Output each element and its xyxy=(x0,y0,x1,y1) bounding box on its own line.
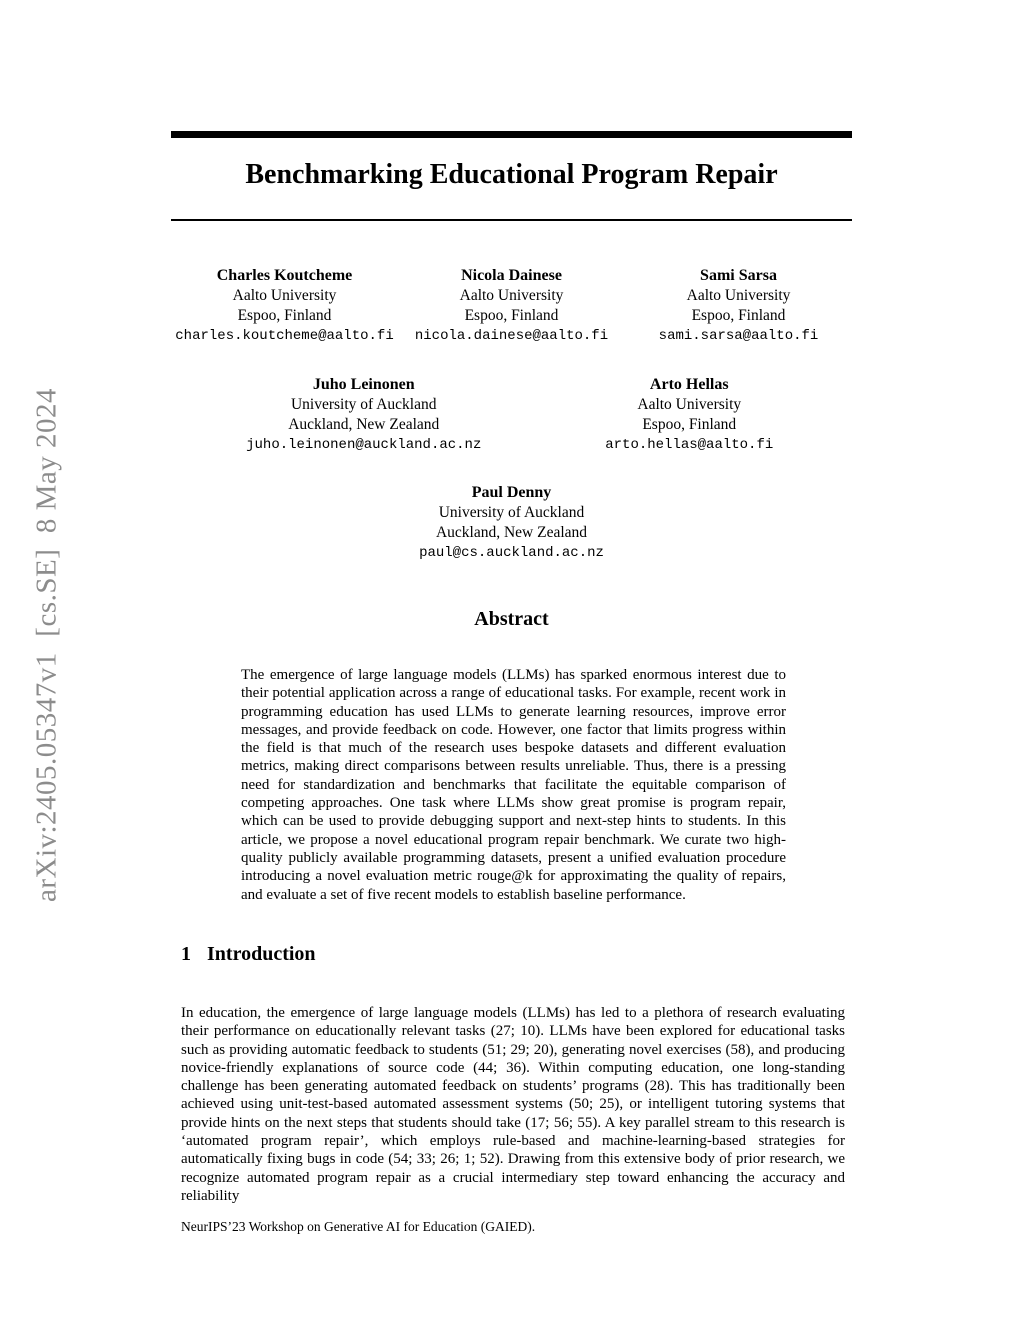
author-location: Auckland, New Zealand xyxy=(435,524,588,541)
abstract-heading: Abstract xyxy=(474,608,549,630)
arxiv-stamp: arXiv:2405.05347v1 [cs.SE] 8 May 2024 xyxy=(30,387,63,903)
author-location: Auckland, New Zealand xyxy=(288,416,440,433)
author-name: Arto Hellas xyxy=(649,376,729,393)
author-email: charles.koutcheme@aalto.fi xyxy=(175,328,394,344)
author-name: Nicola Dainese xyxy=(461,267,562,284)
author-email: paul@cs.auckland.ac.nz xyxy=(419,545,604,561)
author-block-nicola-dainese xyxy=(398,266,625,347)
author-location: Espoo, Finland xyxy=(464,307,559,324)
author-email: juho.leinonen@auckland.ac.nz xyxy=(246,437,482,453)
abstract-text: The emergence of large language models (LLMs) has sparked enormous interest due to their potential application across a range of educational tasks. For example, recent work in programming education has used LLMs to generate learning resources, improve error messages, and provide feedback on code. However, one factor that limits progress within the field is that much of the research uses bespoke datasets and different evaluation metrics, making direct comparisons between results unreliable. Thus, there is a pressing need for standardization and benchmarks that facilitate the equitable comparison of competing approaches. One task where LLMs show great promise is program repair, which can be used to provide debugging support and next-step hints to students. In this article, we propose a novel educational program repair benchmark. We curate two high-quality publicly available programming datasets, present a unified evaluation procedure introducing a novel evaluation metric rouge@k for approximating the quality of repairs, and evaluate a set of five recent models to establish baseline performance. xyxy=(241,667,786,903)
author-affiliation: University of Auckland xyxy=(290,396,437,413)
author-name: Paul Denny xyxy=(471,484,552,501)
introduction-text: In education, the emergence of large language models (LLMs) has led to a plethora of research evaluating their performance on educationally relevant tasks (27; 10). LLMs have been explored for educational tasks such as providing automatic feedback to students (51; 29; 20), generating novel exercises (58), and producing novice-friendly explanations of source code (44; 36). Within computing education, one long-standing challenge has been generating automated feedback on students’ programs (28). This has traditionally been achieved using unit-test-based automated assessment systems (50; 25), or intelligent tutoring systems that provide hints on the next steps that students should take (17; 56; 55). A key parallel stream to this research is ‘automated program repair’, which employs rule-based and machine-learning-based strategies for automatically fixing bugs in code (54; 33; 26; 1; 52). Drawing from this extensive body of prior research, we recognize automated program repair as a crucial intermediary step toward enhancing the accuracy and reliability xyxy=(181,1005,845,1204)
author-affiliation: Aalto University xyxy=(232,287,337,304)
author-name: Sami Sarsa xyxy=(700,267,777,284)
author-email: nicola.dainese@aalto.fi xyxy=(414,328,609,344)
author-block-sami-sarsa xyxy=(625,266,852,347)
author-email: sami.sarsa@aalto.fi xyxy=(658,328,819,344)
author-row-3 xyxy=(171,483,852,564)
author-affiliation: Aalto University xyxy=(459,287,564,304)
author-row-2 xyxy=(171,375,852,456)
paper-title: Benchmarking Educational Program Repair xyxy=(245,159,778,190)
author-location: Espoo, Finland xyxy=(691,307,786,324)
author-block-charles-koutcheme xyxy=(171,266,398,347)
author-block-arto-hellas xyxy=(527,375,853,456)
author-location: Espoo, Finland xyxy=(237,307,332,324)
author-name: Charles Koutcheme xyxy=(216,267,353,284)
author-location: Espoo, Finland xyxy=(642,416,737,433)
author-email: arto.hellas@aalto.fi xyxy=(605,437,774,453)
author-affiliation: Aalto University xyxy=(637,396,742,413)
section-title: Introduction xyxy=(207,943,316,965)
author-affiliation: Aalto University xyxy=(686,287,791,304)
author-block-juho-leinonen xyxy=(201,375,527,456)
author-affiliation: University of Auckland xyxy=(438,504,585,521)
author-row-1 xyxy=(171,266,852,347)
section-number: 1 xyxy=(181,943,191,965)
title-rule-top xyxy=(171,131,852,138)
author-name: Juho Leinonen xyxy=(312,376,415,393)
author-block-paul-denny xyxy=(372,483,652,564)
title-rule-bottom xyxy=(171,219,852,221)
section-heading-introduction xyxy=(181,943,316,966)
venue-footnote: NeurIPS’23 Workshop on Generative AI for Education (GAIED). xyxy=(181,1219,536,1234)
